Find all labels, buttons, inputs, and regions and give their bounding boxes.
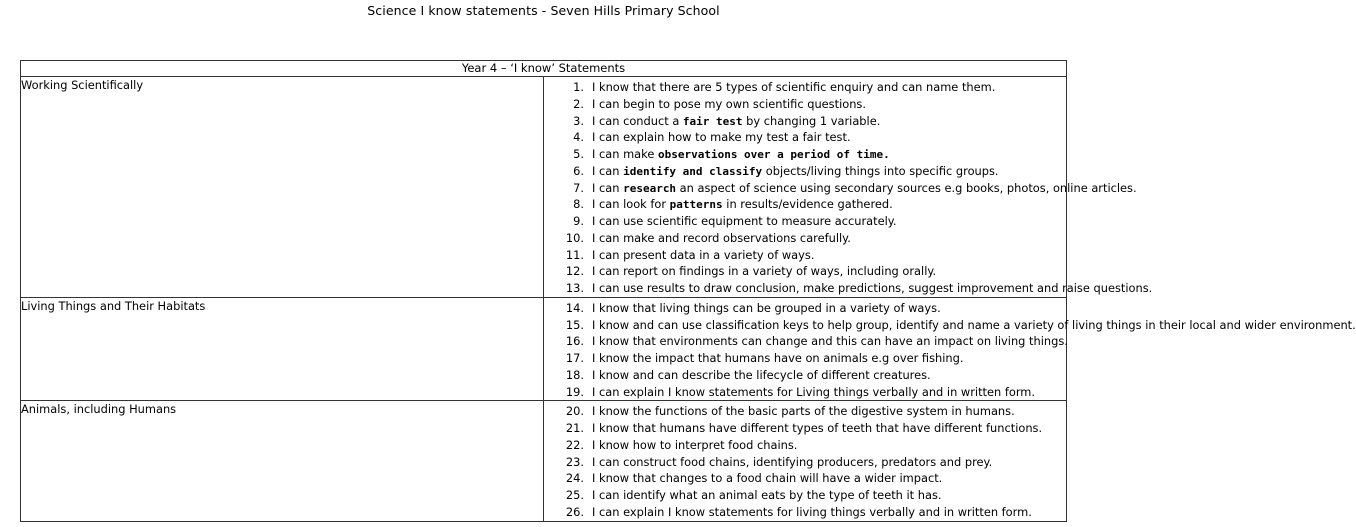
- statement-fragment: I can explain how to make my test a fair test.: [592, 130, 851, 145]
- statement-text: [592, 404, 1015, 418]
- statement-item: [544, 420, 1066, 437]
- statement-item: [544, 180, 1137, 197]
- statement-number: 16.: [565, 334, 584, 349]
- section-statements: [544, 401, 1067, 521]
- section-statements: [544, 297, 1356, 401]
- statement-text: [592, 164, 999, 178]
- statement-item: [544, 96, 1066, 113]
- statement-fragment: I know that changes to a food chain will have a wider impact.: [592, 471, 943, 486]
- table-body: [21, 77, 1356, 522]
- statement-fragment: I can construct food chains, identifying producers, predators and prey.: [592, 454, 993, 469]
- statement-number: 19.: [565, 384, 584, 399]
- statement-fragment: objects/living things into specific groups.: [762, 163, 999, 178]
- statement-text: [592, 421, 1042, 435]
- statement-fragment: by changing 1 variable.: [742, 113, 881, 128]
- section-row: [21, 297, 1067, 401]
- statement-fragment: I can explain I know statements for living things verbally and in written form.: [592, 504, 1032, 519]
- statement-item: [544, 113, 1066, 130]
- statement-text: [592, 301, 941, 315]
- statement-item: [544, 317, 1356, 334]
- statement-keyword: identify and classify: [623, 164, 763, 178]
- statement-number: 20.: [565, 404, 584, 419]
- statement-fragment: I can use scientific equipment to measure accurately.: [592, 214, 897, 228]
- statement-text: [592, 214, 897, 228]
- statement-text: [592, 488, 942, 502]
- section-statements: [544, 77, 1153, 298]
- statement-fragment: I know and can use classification keys to help group, identify and name a variety of living things in their local and wider environment.: [592, 317, 1356, 332]
- statement-fragment: I know that humans have different types of teeth that have different functions.: [592, 421, 1043, 435]
- statement-fragment: I can make and record observations carefully.: [592, 230, 851, 245]
- section-row: [21, 77, 1067, 298]
- statement-fragment: I know how to interpret food chains.: [592, 437, 798, 452]
- statement-number: 14.: [565, 300, 584, 315]
- statement-number: 17.: [565, 351, 584, 365]
- statement-text: [592, 97, 866, 111]
- statement-number: 15.: [565, 317, 584, 332]
- statement-item: [544, 213, 1066, 230]
- statement-number: 18.: [565, 367, 584, 382]
- statement-fragment: I know that environments can change and this can have an impact on living things.: [592, 334, 1068, 349]
- statement-item: [544, 196, 1066, 213]
- statement-item: [544, 163, 1066, 180]
- statement-number: 7.: [573, 180, 584, 195]
- statement-number: 24.: [565, 471, 584, 486]
- statement-fragment: I can explain I know statements for Living things verbally and in written form.: [592, 384, 1036, 399]
- statement-text: [592, 80, 995, 94]
- statement-text: [592, 334, 1068, 348]
- statement-text: [592, 181, 1137, 195]
- statement-item: [544, 487, 1066, 504]
- section-topic: Working Scientifically: [21, 77, 544, 298]
- statement-fragment: I know the functions of the basic parts of the digestive system in humans.: [592, 404, 1015, 419]
- statement-item: [544, 437, 1066, 454]
- page-title: Science I know statements - Seven Hills Primary School: [367, 3, 720, 18]
- statement-item: [544, 504, 1066, 521]
- statement-number: 8.: [573, 197, 584, 212]
- statement-text: [592, 385, 1035, 399]
- statement-number: 10.: [565, 230, 584, 245]
- statement-fragment: I know that there are 5 types of scientific enquiry and can name them.: [592, 80, 996, 94]
- statement-number: 9.: [573, 214, 584, 228]
- statement-item: [544, 300, 1066, 317]
- statement-text: [592, 281, 1152, 295]
- statement-fragment: I can present data in a variety of ways.: [592, 247, 815, 262]
- statements-table: [20, 60, 1356, 522]
- statement-item: [544, 470, 1066, 487]
- section-topic: Animals, including Humans: [21, 401, 544, 521]
- statement-number: 22.: [565, 437, 584, 452]
- statement-number: 12.: [565, 264, 584, 279]
- statement-keyword: research: [623, 181, 677, 195]
- statement-fragment: I know and can describe the lifecycle of different creatures.: [592, 367, 931, 382]
- year-header: Year 4 – ‘I know’ Statements: [21, 61, 1067, 77]
- statement-text: [592, 455, 992, 469]
- statement-text: [592, 351, 963, 365]
- statement-fragment: I know the impact that humans have on animals e.g over fishing.: [592, 351, 964, 365]
- statement-item: [544, 384, 1066, 401]
- statement-text: [592, 130, 851, 144]
- statement-fragment: I can make: [592, 147, 658, 161]
- statement-text: [592, 264, 936, 278]
- statement-item: [544, 79, 1066, 96]
- statement-fragment: I can begin to pose my own scientific questions.: [592, 96, 866, 111]
- statement-text: [592, 368, 931, 382]
- statement-fragment: an aspect of science using secondary sources e.g books, photos, online articles.: [676, 180, 1137, 195]
- statement-text: [592, 231, 851, 245]
- statement-item: [544, 350, 1066, 367]
- statement-number: 5.: [573, 147, 584, 161]
- statement-number: 25.: [565, 488, 584, 502]
- statement-item: [544, 230, 1066, 247]
- statement-number: 23.: [565, 454, 584, 469]
- statement-keyword: patterns: [669, 198, 723, 212]
- statement-number: 13.: [565, 281, 584, 295]
- statement-number: 11.: [565, 247, 584, 262]
- statement-fragment: in results/evidence gathered.: [722, 197, 893, 212]
- statement-item: [544, 129, 1066, 146]
- statement-fragment: I can conduct a: [592, 113, 683, 128]
- statement-keyword: observations over a period of time.: [657, 148, 890, 161]
- statement-fragment: I can identify what an animal eats by the type of teeth it has.: [592, 488, 942, 502]
- statement-number: 6.: [573, 163, 584, 178]
- statement-list: [544, 401, 1066, 520]
- statement-item: [544, 367, 1066, 384]
- statement-text: [592, 318, 1356, 332]
- statement-number: 1.: [573, 80, 584, 94]
- statement-text: [592, 197, 893, 211]
- statement-number: 26.: [565, 504, 584, 519]
- statement-text: [592, 114, 880, 128]
- section-topic: Living Things and Their Habitats: [21, 297, 544, 401]
- statement-text: [592, 147, 890, 161]
- statement-text: [592, 438, 797, 452]
- statement-fragment: I know that living things can be grouped in a variety of ways.: [592, 300, 941, 315]
- statement-item: [544, 333, 1066, 350]
- table-header-row: [21, 61, 1067, 77]
- statement-fragment: I can: [592, 180, 624, 195]
- statement-item: [544, 247, 1066, 264]
- statement-text: [592, 505, 1032, 519]
- statement-fragment: I can look for: [592, 197, 670, 212]
- statement-number: 4.: [573, 130, 584, 145]
- statement-item: [544, 403, 1066, 420]
- statement-keyword: fair test: [682, 114, 743, 128]
- statement-fragment: I can use results to draw conclusion, make predictions, suggest improvement and raise questions.: [592, 281, 1153, 295]
- statement-item: [544, 454, 1066, 471]
- section-row: [21, 401, 1067, 521]
- statement-text: [592, 248, 814, 262]
- statement-fragment: I can: [592, 163, 624, 178]
- statement-text: [592, 471, 942, 485]
- statement-list: [544, 77, 1153, 297]
- statement-item: [544, 263, 1066, 280]
- statement-number: 3.: [573, 113, 584, 128]
- statement-number: 2.: [573, 96, 584, 111]
- statement-item: [544, 280, 1153, 297]
- statement-number: 21.: [565, 421, 584, 435]
- statement-item: [544, 146, 1066, 163]
- statement-list: [544, 298, 1356, 401]
- statement-fragment: I can report on findings in a variety of ways, including orally.: [592, 264, 937, 279]
